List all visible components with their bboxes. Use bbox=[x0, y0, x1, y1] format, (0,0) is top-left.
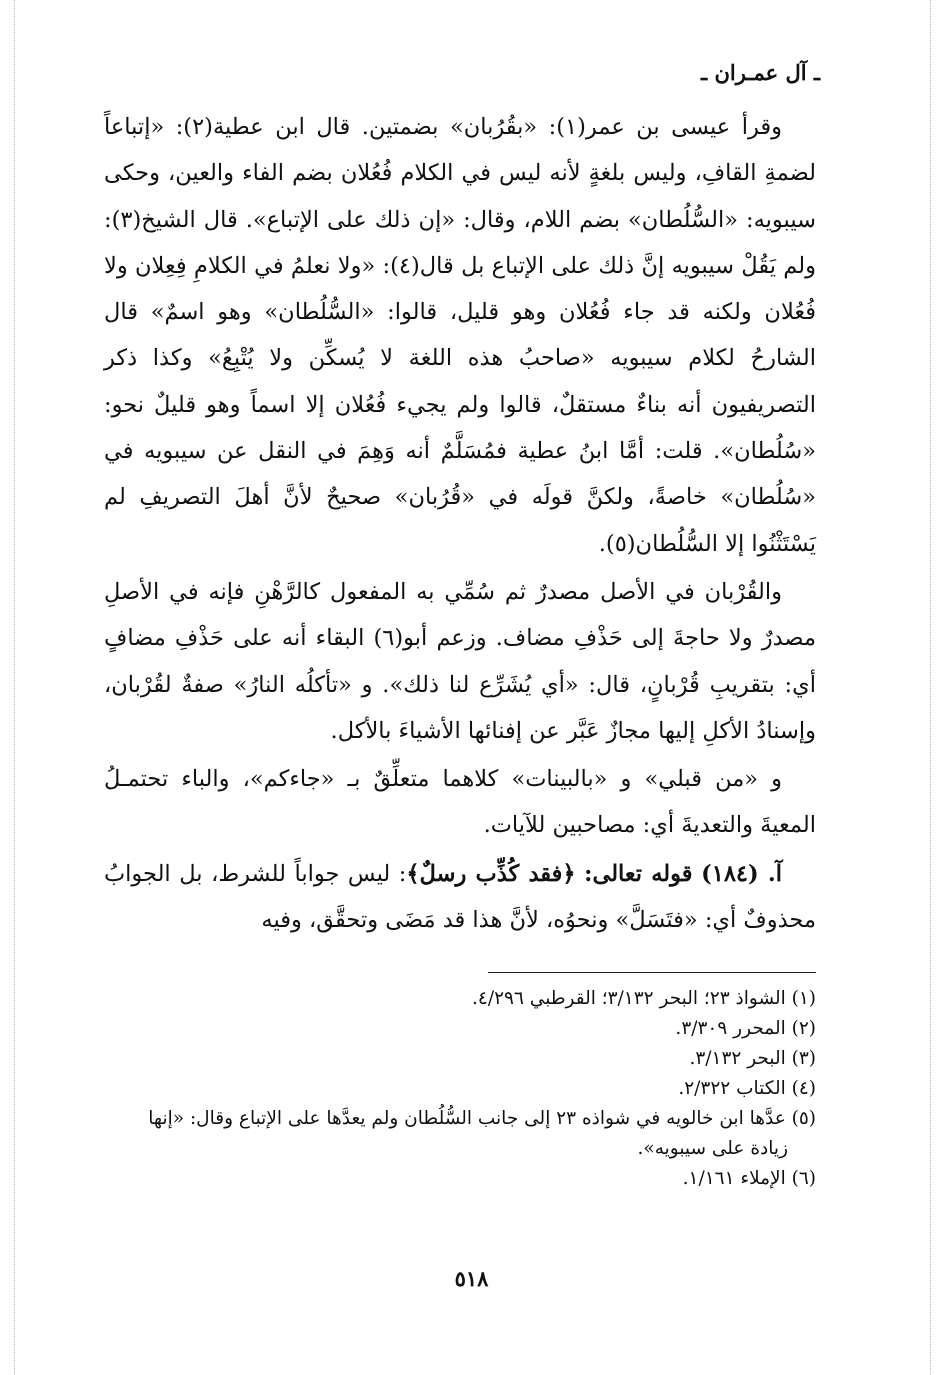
verse-commentary: : ليس جواباً للشرط، بل الجوابُ محذوفٌ أي: «فتَسَلَّ» ونحوُه، لأنَّ هذا قد مَضَى وتحقَّق، وفيه bbox=[104, 860, 816, 934]
scan-edge-left bbox=[14, 0, 15, 1375]
main-text bbox=[104, 104, 816, 943]
verse-quote: ﴿فقد كُذِّب رسلٌ﴾ bbox=[406, 860, 576, 887]
footnote: (٤) الكتاب ٢/٣٢٢. bbox=[678, 1078, 816, 1099]
paragraph: وقرأ عيسى بن عمر(١): «بقُرُبان» بضمتين. قال ابن عطية(٢): «إتباعاً لضمةِ القافِ، وليس بلغةٍ لأنه ليس في الكلام فُعُلان بضم الفاء والعين، وحكى سيبويه: «السُّلُطان» بضم اللام، وقال: «إن ذلك على الإتباع». قال الشيخ(٣): ولم يَقُلْ سيبويه إنَّ ذلك على الإتباع بل قال(٤): «ولا نعلمُ في الكلامِ فِعِلان ولا فُعُلان ولكنه قد جاء فُعُلان وهو قليل، قالوا: «السُّلُطان» وهو اسمٌ» قال الشارحُ لكلام سيبويه «صاحبُ هذه اللغة لا يُسكِّن ولا يُتْبِعُ» وكذا ذكر التصريفيون أنه بناءٌ مستقلٌ، قالوا ولم يجيء فُعُلان إلا اسماً وهو قليلٌ نحو: «سُلُطان». قلت: أمَّا ابنُ عطية فمُسَلَّمٌ أنه وَهِمَ في النقل عن سيبويه في «سُلُطان» خاصةً، ولكنَّ قولَه في «قُرُبان» صحيحٌ لأنَّ أهلَ التصريفِ لم يَسْتَثْنُوا إلا السُّلُطان(٥). bbox=[104, 114, 816, 557]
scan-edge-right bbox=[930, 0, 931, 1375]
paragraph: و «من قبلي» و «بالبينات» كلاهما متعلِّقٌ بـ «جاءكم»، والباء تحتمـلُ المعيةَ والتعديةَ أي: مصاحبين للآيات. bbox=[104, 766, 816, 839]
footnote: (٦) الإملاء ١/١٦١. bbox=[682, 1168, 816, 1189]
verse-number: آ. (١٨٤) bbox=[701, 860, 782, 887]
running-head: ـ آل عمـران ـ bbox=[701, 60, 820, 85]
footnote-separator bbox=[488, 972, 816, 973]
verse-lead: قوله تعالى: bbox=[584, 860, 693, 887]
footnote-continuation: زيادة على سيبويه». bbox=[637, 1138, 788, 1159]
page-number: ٥١٨ bbox=[454, 1266, 489, 1291]
footnote: (٢) المحرر ٣/٣٠٩. bbox=[675, 1018, 816, 1039]
footnote: (٥) عدَّها ابن خالويه في شواذه ٢٣ إلى جانب السُّلُطان ولم يعدَّها على الإتباع وقال: «إنها bbox=[148, 1108, 816, 1129]
verse-paragraph bbox=[104, 851, 816, 944]
footnote: (١) الشواذ ٢٣؛ البحر ٣/١٣٢؛ القرطبي ٤/٢٩٦. bbox=[472, 988, 816, 1009]
paragraph: والقُرْبان في الأصل مصدرٌ ثم سُمِّي به المفعول كالرَّهْنِ فإنه في الأصلِ مصدرٌ ولا حاجةَ إلى حَذْفِ مضاف. وزعم أبو(٦) البقاء أنه على حَذْفِ مضافٍ أي: بتقريبِ قُرْبانٍ، قال: «أي يُشَرِّع لنا ذلك». و «تأكلُه النارُ» صفةٌ لقُرْبان، وإسنادُ الأكلِ إليها مجازٌ عَبَّر عن إفنائها الأشياءَ بالأكل. bbox=[104, 578, 816, 744]
footnotes bbox=[104, 984, 816, 1194]
footnote: (٣) البحر ٣/١٣٢. bbox=[689, 1048, 816, 1069]
